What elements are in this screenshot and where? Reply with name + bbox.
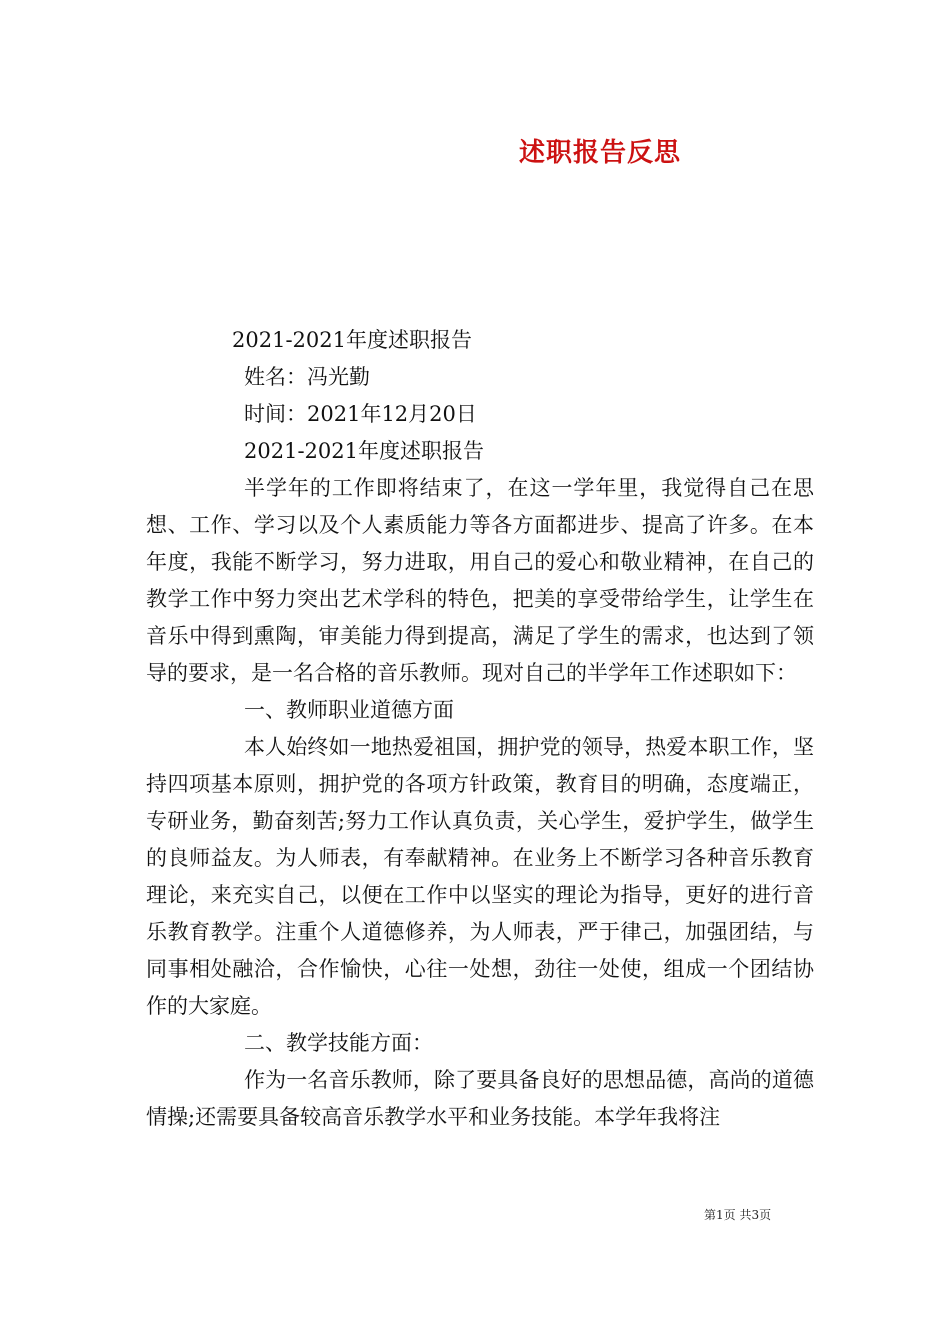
skills-paragraph: 作为一名音乐教师，除了要具备良好的思想品德，高尚的道德情操;还需要具备较高音乐教学水平和业务技能。本学年我将注 [146,1068,814,1129]
section-heading-skills: 二、教学技能方面： [244,1031,433,1055]
page-number-footer: 第1页 共3页 [704,1208,772,1222]
document-title: 述职报告反思 [518,138,681,168]
date-line: 时间：2021年12月20日 [244,402,477,426]
report-heading: 2021-2021年度述职报告 [232,328,472,352]
intro-paragraph: 半学年的工作即将结束了，在这一学年里，我觉得自己在思想、工作、学习以及个人素质能力等各方面都进步、提高了许多。在本年度，我能不断学习，努力进取，用自己的爱心和敬业精神，在自己的教学工作中努力突出艺术学科的特色，把美的享受带给学生，让学生在音乐中得到熏陶，审美能力得到提高，满足了学生的需求，也达到了领导的要求，是一名合格的音乐教师。现对自己的半学年工作述职如下： [146,476,814,685]
section-heading-ethics: 一、教师职业道德方面 [244,698,454,722]
body-text [146,470,814,1136]
ethics-paragraph: 本人始终如一地热爱祖国，拥护党的领导，热爱本职工作，坚持四项基本原则，拥护党的各项方针政策，教育目的明确，态度端正，专研业务，勤奋刻苦;努力工作认真负责，关心学生，爱护学生，做学生的良师益友。为人师表，有奉献精神。在业务上不断学习各种音乐教育理论，来充实自己，以便在工作中以坚实的理论为指导，更好的进行音乐教育教学。注重个人道德修养，为人师表，严于律己，加强团结，与同事相处融洽，合作愉快，心往一处想，劲往一处使，组成一个团结协作的大家庭。 [146,735,814,1018]
report-heading-repeat: 2021-2021年度述职报告 [244,439,484,463]
author-name-line: 姓名：冯光勤 [244,365,370,389]
